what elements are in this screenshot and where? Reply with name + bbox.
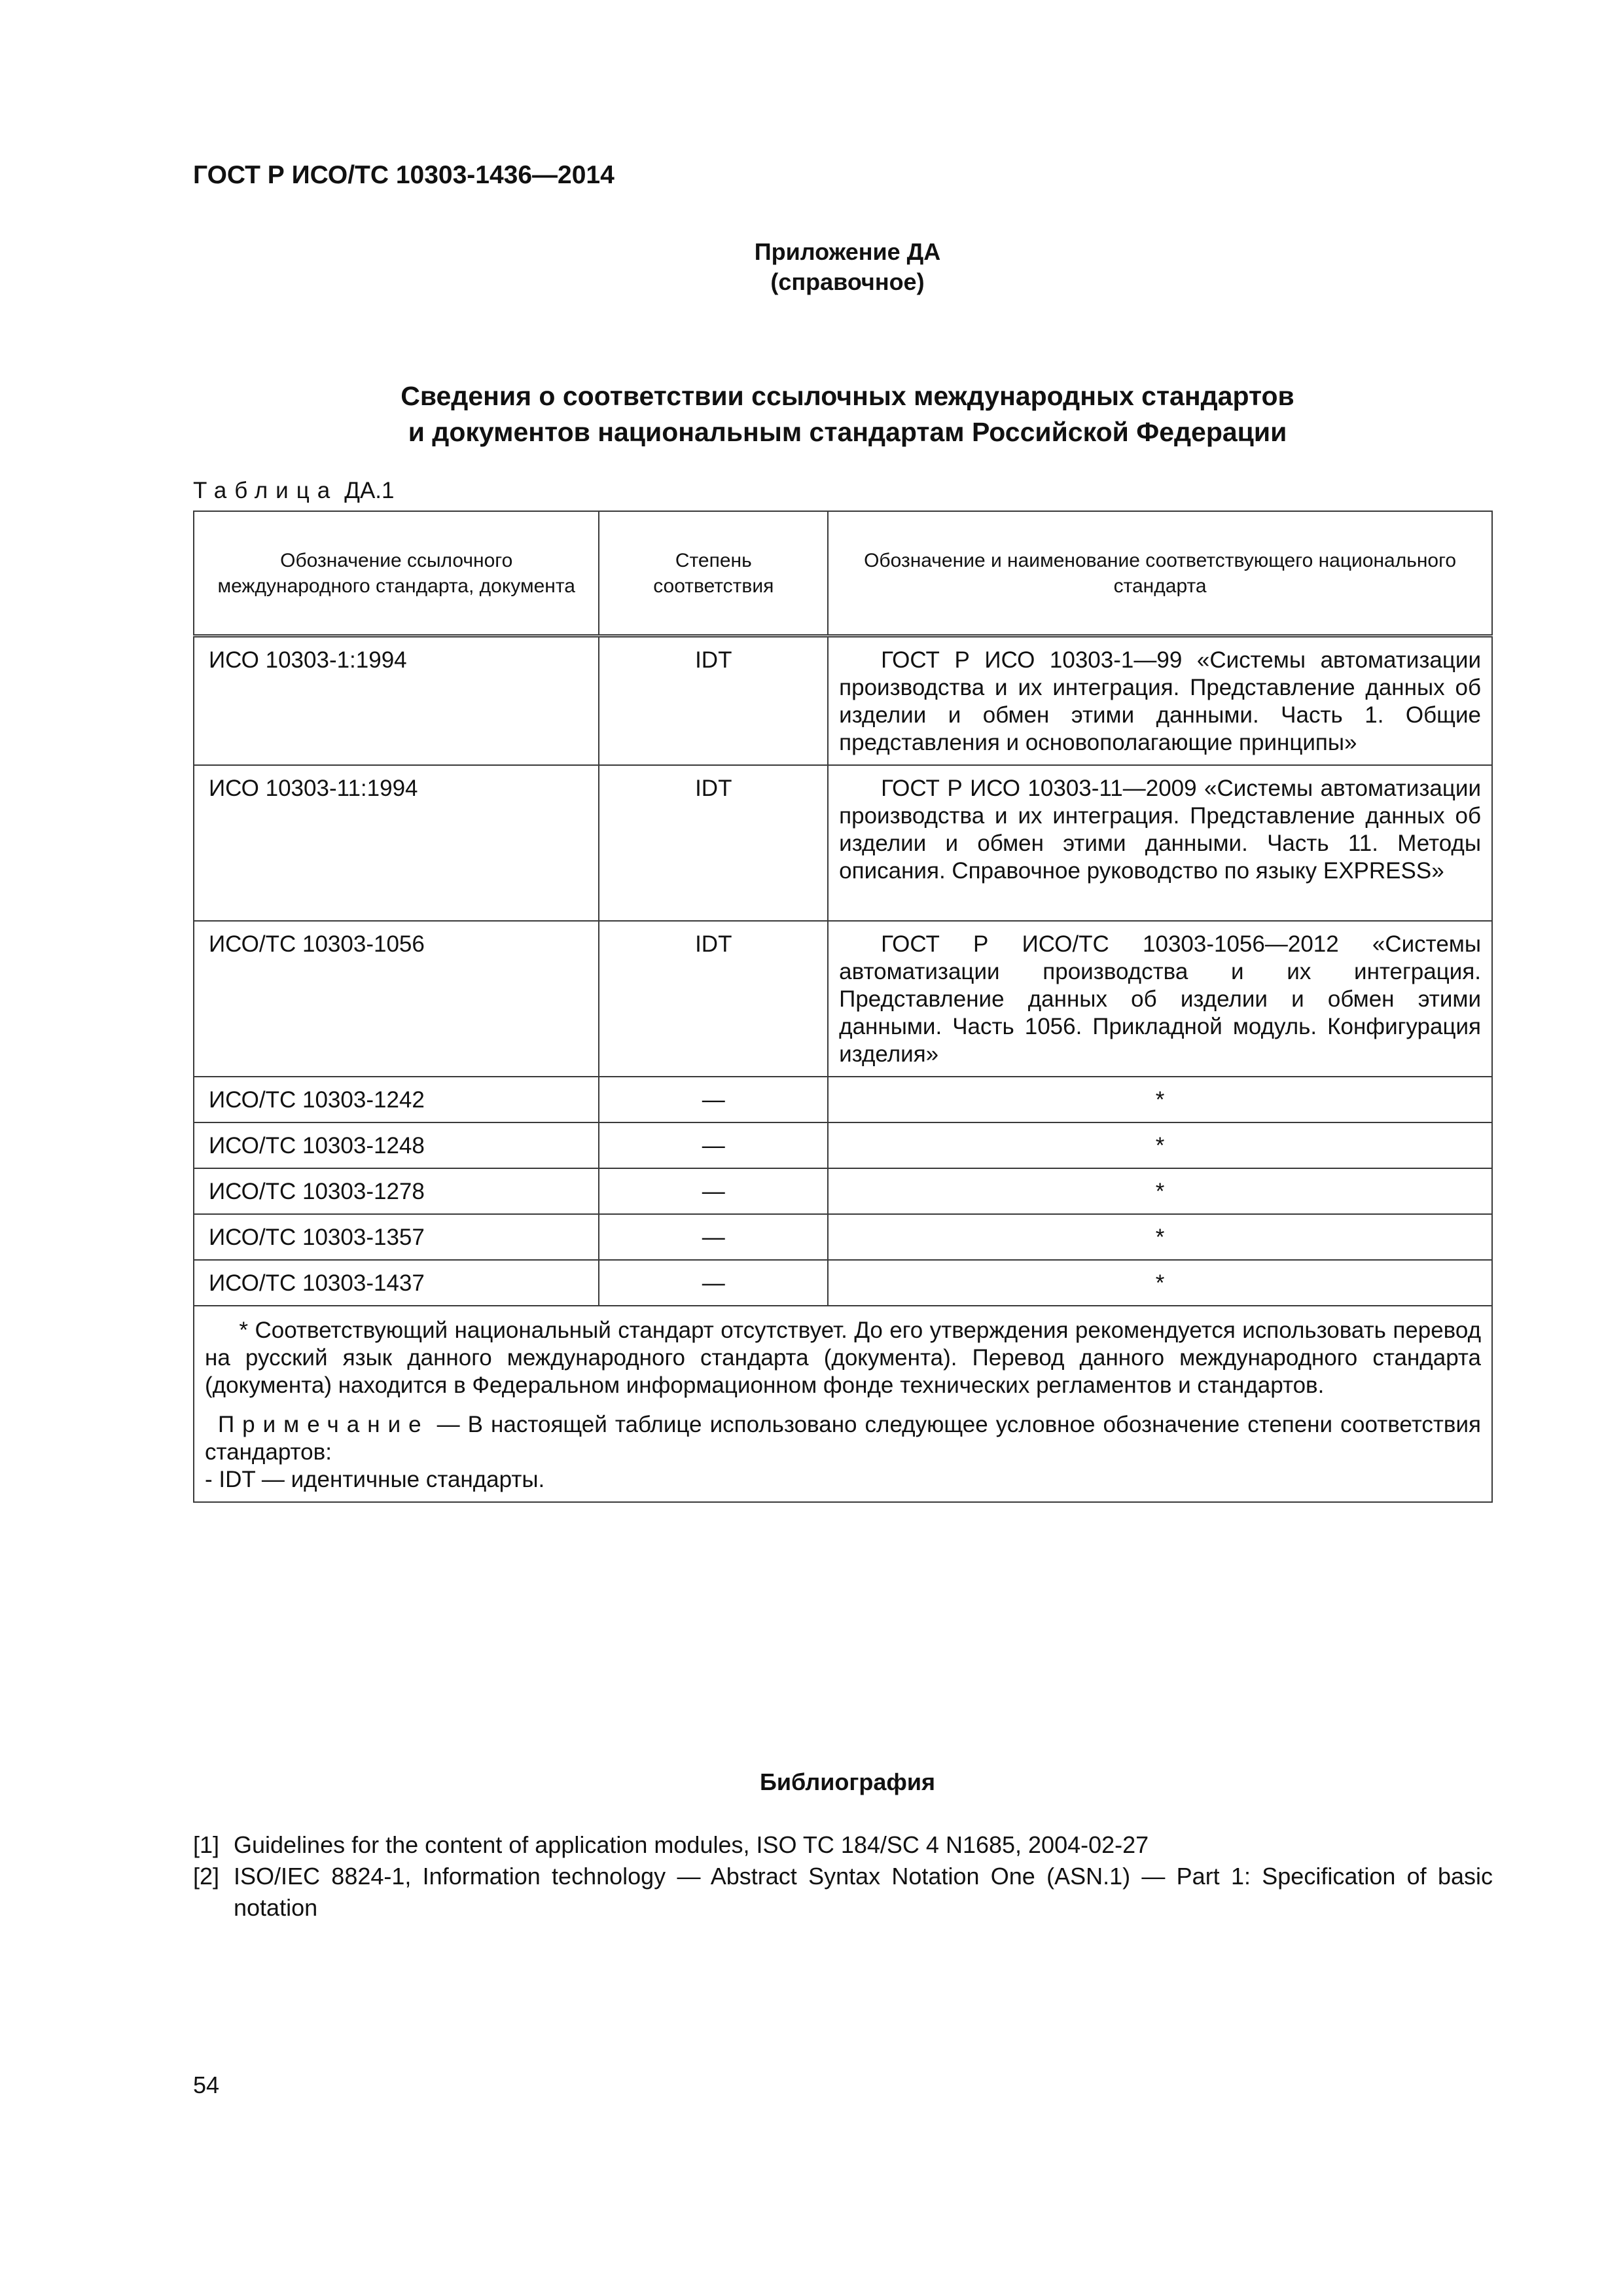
cell-degree: — (599, 1168, 828, 1214)
appendix-title: Приложение ДА (754, 238, 941, 265)
cell-reference: ИСО/ТС 10303-1437 (194, 1260, 599, 1306)
appendix-kind: (справочное) (770, 268, 925, 295)
note-text: — В настоящей таблице использовано следующее условное обозначение степени соответствия стандартов: (205, 1412, 1481, 1465)
bibliography-item (193, 1829, 1493, 1861)
cell-reference: ИСО/ТС 10303-1242 (194, 1077, 599, 1122)
document-title-line-1: Сведения о соответствии ссылочных международных стандартов (401, 381, 1294, 411)
table-footer-row (194, 1306, 1492, 1502)
bibliography-title: Библиография (760, 1768, 935, 1795)
document-title-line-2: и документов национальным стандартам Российской Федерации (408, 417, 1287, 447)
document-title (0, 378, 1623, 450)
document-id: ГОСТ Р ИСО/ТС 10303-1436—2014 (193, 161, 615, 189)
column-header-national: Обозначение и наименование соответствующего национального стандарта (828, 511, 1492, 636)
cell-national: * (828, 1122, 1492, 1168)
cell-national-text: ГОСТ Р ИСО 10303-1—99 «Системы автоматизации производства и их интеграция. Представление данных об изделии и обмен этими данными. Часть 1. Общие представления и основополагающие принципы» (839, 647, 1481, 755)
table-label-word: Таблица (193, 478, 338, 503)
bibliography-list (193, 1829, 1493, 1924)
table-row (194, 765, 1492, 921)
cell-reference: ИСО 10303-11:1994 (194, 765, 599, 921)
column-header-reference: Обозначение ссылочного международного стандарта, документа (194, 511, 599, 636)
note-item: - IDT — идентичные стандарты. (205, 1467, 545, 1492)
bibliography-item (193, 1861, 1493, 1924)
table-row (194, 1214, 1492, 1260)
bibliography-item-text: Guidelines for the content of application modules, ISO TC 184/SC 4 N1685, 2004-02-27 (234, 1831, 1149, 1858)
cell-degree: IDT (599, 765, 828, 921)
table-row (194, 636, 1492, 766)
table-footnote (205, 1317, 1481, 1399)
cell-national: * (828, 1077, 1492, 1122)
cell-reference: ИСО/ТС 10303-1248 (194, 1122, 599, 1168)
bibliography-item-text: ISO/IEC 8824-1, Information technology — Abstract Syntax Notation One (ASN.1) — Part 1: Specification of basic notation (234, 1863, 1493, 1921)
cell-reference: ИСО/ТС 10303-1056 (194, 921, 599, 1077)
footnote-mark: * (239, 1318, 248, 1343)
correspondence-table (193, 511, 1493, 1503)
table-label-number: ДА.1 (344, 478, 395, 503)
table-row (194, 1168, 1492, 1214)
cell-national: * (828, 1260, 1492, 1306)
table-row (194, 921, 1492, 1077)
bibliography-item-number: [1] (193, 1831, 220, 1858)
cell-degree: — (599, 1214, 828, 1260)
cell-degree: — (599, 1077, 828, 1122)
cell-reference: ИСО 10303-1:1994 (194, 636, 599, 766)
column-header-degree: Степень соответствия (599, 511, 828, 636)
table-footer (194, 1306, 1492, 1502)
cell-national (828, 636, 1492, 766)
table-row (194, 1122, 1492, 1168)
cell-degree: IDT (599, 921, 828, 1077)
cell-national: * (828, 1214, 1492, 1260)
appendix-heading (0, 237, 1623, 297)
bibliography-item-number: [2] (193, 1863, 220, 1890)
table-label (193, 478, 394, 504)
cell-reference: ИСО/ТС 10303-1278 (194, 1168, 599, 1214)
table-note (205, 1411, 1481, 1466)
cell-reference: ИСО/ТС 10303-1357 (194, 1214, 599, 1260)
table-header-row (194, 511, 1492, 636)
cell-degree: — (599, 1122, 828, 1168)
cell-degree: IDT (599, 636, 828, 766)
footnote-text: Соответствующий национальный стандарт отсутствует. До его утверждения рекомендуется использовать перевод на русский язык данного международного стандарта (документа). Перевод данного международного стандарта (документа) находится в Федеральном информационном фонде технических регламентов и стандартов. (205, 1318, 1481, 1398)
page-number: 54 (193, 2072, 220, 2098)
cell-national: * (828, 1168, 1492, 1214)
table-row (194, 1260, 1492, 1306)
cell-national (828, 921, 1492, 1077)
cell-degree: — (599, 1260, 828, 1306)
cell-national (828, 765, 1492, 921)
table-row (194, 1077, 1492, 1122)
cell-national-text: ГОСТ Р ИСО/ТС 10303-1056—2012 «Системы автоматизации производства и их интеграция. Представление данных об изделии и обмен этими данными. Часть 1056. Прикладной модуль. Конфигурация изделия» (839, 931, 1481, 1067)
cell-national-text: ГОСТ Р ИСО 10303-11—2009 «Системы автоматизации производства и их интеграция. Представление данных об изделии и обмен этими данными. Часть 11. Методы описания. Справочное руководство по языку EXPRESS» (839, 776, 1481, 884)
note-label: Примечание (218, 1412, 429, 1437)
